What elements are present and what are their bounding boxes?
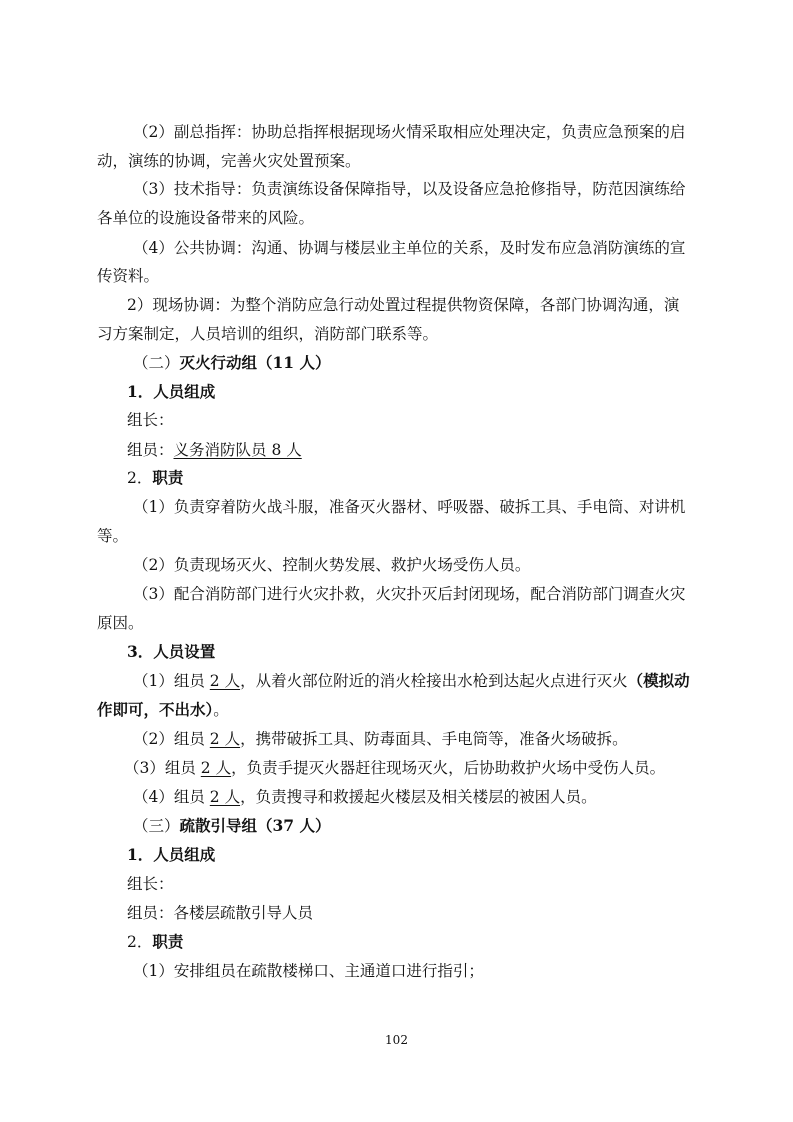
text-line: 动，演练的协调，完善火灾处置预案。 [97, 152, 361, 170]
text-line: （1）安排组员在疏散楼梯口、主通道口进行指引； [133, 962, 484, 980]
text-line: 组员：义务消防队员 8 人 [127, 441, 302, 459]
text-line: （2）副总指挥：协助总指挥根据现场火情采取相应处理决定，负责应急预案的启 [133, 123, 686, 141]
subsection-heading: 1．人员组成 [127, 845, 216, 864]
text-line: 作即可，不出水）。 [97, 700, 229, 719]
subsection-heading: 3．人员设置 [127, 642, 216, 661]
text-line: 习方案制定，人员培训的组织，消防部门联系等。 [97, 325, 439, 343]
subsection-heading: 1．人员组成 [127, 382, 216, 401]
text-line: （3）组员 2 人，负责手提灭火器赶往现场灭火，后协助救护火场中受伤人员。 [124, 759, 666, 777]
text-line: 2）现场协调：为整个消防应急行动处置过程提供物资保障，各部门协调沟通，演 [127, 296, 680, 314]
text-line: （2）组员 2 人，携带破拆工具、防毒面具、手电筒等，准备火场破拆。 [133, 730, 628, 748]
section-heading: （二）灭火行动组（11 人） [133, 353, 331, 372]
text-line: （1）组员 2 人，从着火部位附近的消火栓接出水枪到达起火点进行灭火（模拟动 [133, 671, 690, 690]
text-line: 原因。 [97, 614, 144, 632]
text-line: （3）技术指导：负责演练设备保障指导，以及设备应急抢修指导，防范因演练给 [133, 180, 686, 198]
text-line: （1）负责穿着防火战斗服，准备灭火器材、呼吸器、破拆工具、手电筒、对讲机 [133, 498, 686, 516]
text-line: （4）公共协调：沟通、协调与楼层业主单位的关系，及时发布应急消防演练的宣 [133, 239, 686, 257]
text-line: 等。 [97, 527, 129, 545]
text-line: 传资料。 [97, 267, 160, 285]
page-number: 102 [385, 1033, 408, 1047]
text-line: 组长： [127, 411, 174, 429]
subsection-heading: 2．职责 [127, 468, 184, 487]
subsection-heading: 2．职责 [127, 932, 184, 951]
text-line: 各单位的设施设备带来的风险。 [97, 209, 315, 227]
text-line: （4）组员 2 人，负责搜寻和救援起火楼层及相关楼层的被困人员。 [133, 788, 597, 806]
text-line: （2）负责现场灭火、控制火势发展、救护火场受伤人员。 [133, 556, 531, 574]
text-line: （3）配合消防部门进行火灾扑救，火灾扑灭后封闭现场，配合消防部门调查火灾 [133, 585, 686, 603]
text-line: 组长： [127, 875, 174, 893]
section-heading: （三）疏散引导组（37 人） [133, 816, 331, 835]
text-line: 组员：各楼层疏散引导人员 [127, 904, 314, 922]
